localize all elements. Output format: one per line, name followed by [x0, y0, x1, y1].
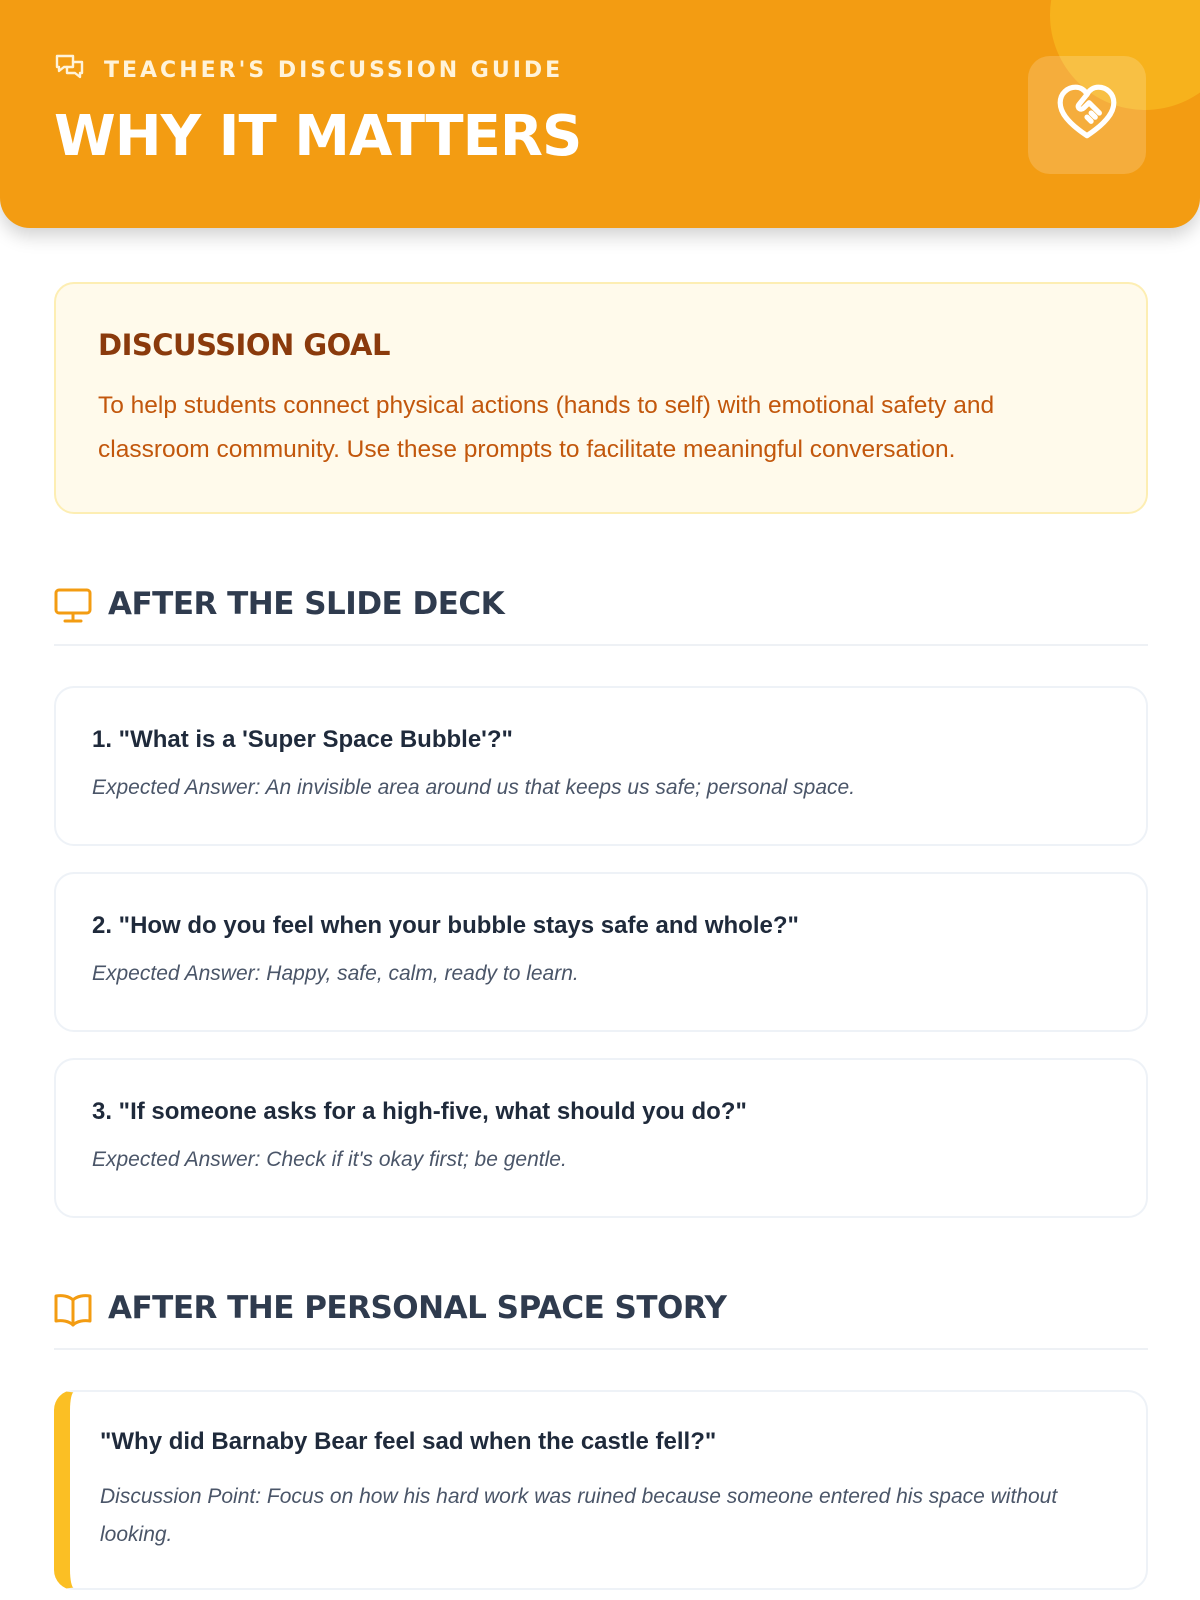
expected-answer: Expected Answer: An invisible area around us that keeps us safe; personal space. [92, 776, 856, 799]
expected-answer: Expected Answer: Check if it's okay first; be gentle. [92, 1148, 567, 1171]
expected-answer: Expected Answer: Happy, safe, calm, ready to learn. [92, 962, 579, 985]
page-header [0, 0, 1200, 228]
header-eyebrow [54, 54, 563, 86]
goal-title: DISCUSSION GOAL [98, 328, 390, 362]
monitor-icon [54, 588, 92, 629]
question-text: 1. "What is a 'Super Space Bubble'?" [92, 726, 513, 753]
section-story-header [54, 1290, 1148, 1350]
section-title: AFTER THE SLIDE DECK [108, 586, 505, 622]
question-card [54, 872, 1148, 1032]
heart-handshake-icon [1054, 80, 1120, 151]
goal-text: To help students connect physical actions (hands to self) with emotional safety and classroom community. Use these prompts to facilitate meaningful conversation. [98, 392, 995, 463]
open-book-icon [54, 1292, 92, 1333]
discussion-point: Discussion Point: Focus on how his hard work was ruined because someone entered his space without looking. [100, 1485, 1058, 1546]
guide-label: TEACHER'S DISCUSSION GUIDE [104, 57, 564, 83]
chat-bubbles-icon [54, 52, 86, 89]
discussion-goal-box [54, 282, 1148, 514]
page-title: WHY IT MATTERS [54, 104, 582, 169]
question-card [54, 1058, 1148, 1218]
header-badge [1028, 56, 1146, 174]
question-card [54, 686, 1148, 846]
story-question-card [54, 1390, 1148, 1590]
section-slide-deck-header [54, 586, 1148, 646]
section-title: AFTER THE PERSONAL SPACE STORY [108, 1290, 727, 1326]
question-text: 3. "If someone asks for a high-five, what should you do?" [92, 1098, 747, 1125]
question-text: 2. "How do you feel when your bubble stays safe and whole?" [92, 912, 799, 939]
story-question: "Why did Barnaby Bear feel sad when the castle fell?" [100, 1428, 717, 1455]
